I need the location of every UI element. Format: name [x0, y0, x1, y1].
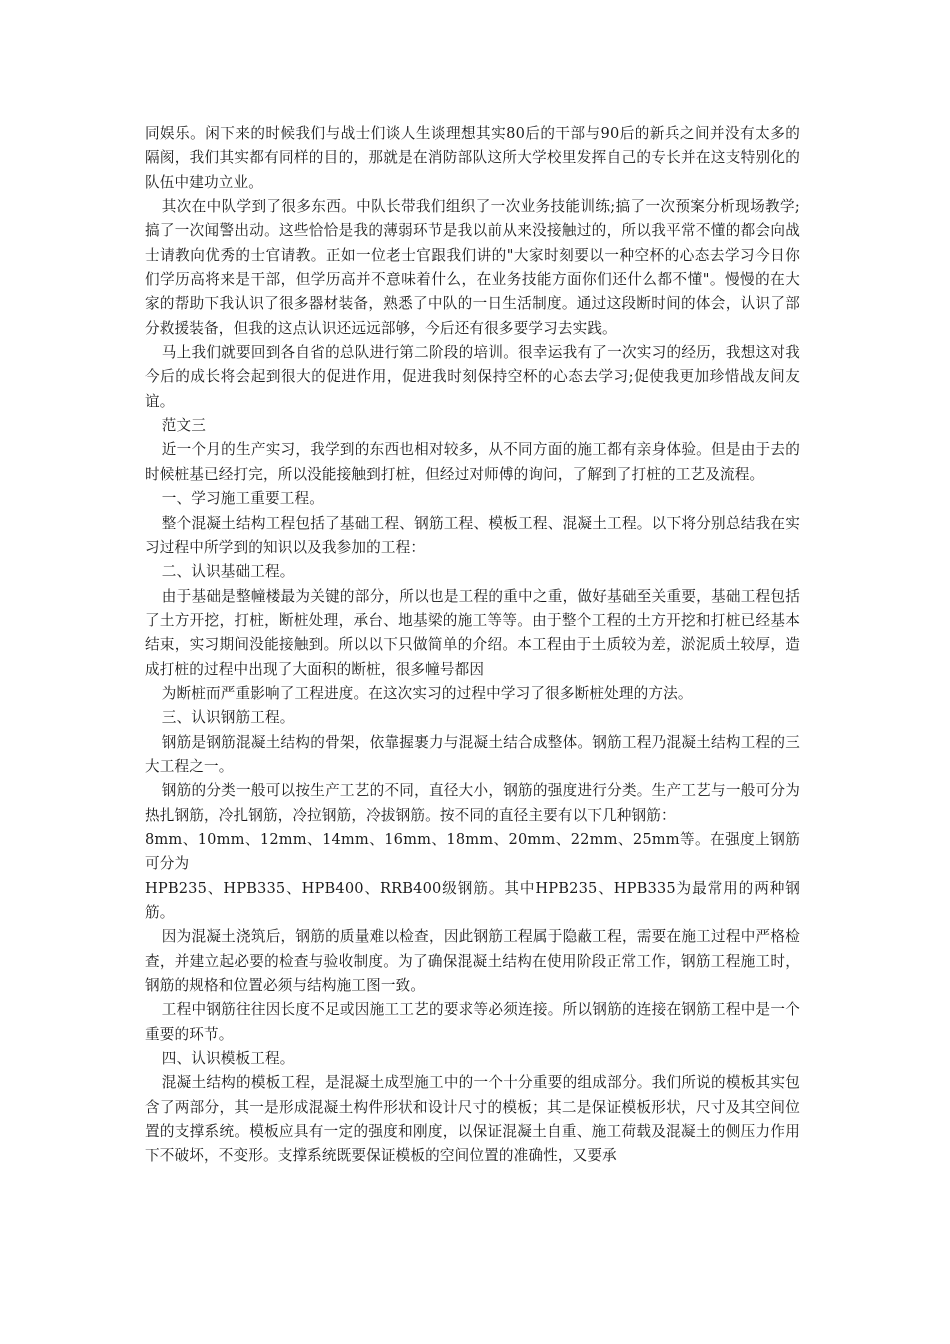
section-heading: 三、认识钢筋工程。 — [161, 709, 295, 727]
section-heading: 范文三 — [161, 417, 207, 435]
paragraph: 钢筋的分类一般可以按生产工艺的不同，直径大小，钢筋的强度进行分类。生产工艺与一般可分为热扎钢筋，冷扎钢筋，冷拉钢筋，冷拔钢筋。按不同的直径主要有以下几种钢筋： — [145, 782, 800, 824]
paragraph: 近一个月的生产实习，我学到的东西也相对较多，从不同方面的施工都有亲身体验。但是由于去的时候桩基已经打完，所以没能接触到打桩，但经过对师傅的询问，了解到了打桩的工艺及流程。 — [145, 441, 800, 483]
paragraph: 因为混凝土浇筑后，钢筋的质量难以检查，因此钢筋工程属于隐蔽工程，需要在施工过程中严格检查，并建立起必要的检查与验收制度。为了确保混凝土结构在使用阶段正常工作，钢筋工程施工时，钢筋的规格和位置必须与结构施工图一致。 — [145, 928, 800, 995]
section-heading: 一、学习施工重要工程。 — [161, 490, 324, 508]
paragraph: 混凝土结构的模板工程，是混凝土成型施工中的一个十分重要的组成部分。我们所说的模板其实包含了两部分，其一是形成混凝土构件形状和设计尺寸的模板；其二是保证模板形状，尺寸及其空间位置的支撑系统。模板应具有一定的强度和刚度，以保证混凝土自重、施工荷载及混凝土的侧压力作用下不破坏，不变形。支撑系统既要保证模板的空间位置的准确性，又要承 — [145, 1074, 800, 1165]
paragraph: HPB235、HPB335、HPB400、RRB400级钢筋。其中HPB235、HPB335为最常用的两种钢筋。 — [145, 879, 800, 921]
paragraph: 8mm、10mm、12mm、14mm、16mm、18mm、20mm、22mm、25mm等。在强度上钢筋可分为 — [145, 830, 800, 873]
document-body — [145, 122, 800, 1169]
paragraph: 由于基础是整幢楼最为关键的部分，所以也是工程的重中之重，做好基础至关重要，基础工程包括了土方开挖，打桩，断桩处理，承台、地基梁的施工等等。由于整个工程的土方开挖和打桩已经基本结束，实习期间没能接触到。所以以下只做简单的介绍。本工程由于土质较为差，淤泥质土较厚，造成打桩的过程中出现了大面积的断桩，很多幢号都因 — [145, 587, 800, 678]
paragraph: 钢筋是钢筋混凝土结构的骨架，依靠握裹力与混凝土结合成整体。钢筋工程乃混凝土结构工程的三大工程之一。 — [145, 733, 800, 775]
paragraph: 马上我们就要回到各自省的总队进行第二阶段的培训。很幸运我有了一次实习的经历，我想这对我今后的成长将会起到很大的促进作用，促进我时刻保持空杯的心态去学习;促使我更加珍惜战友间友谊。 — [145, 344, 800, 410]
paragraph: 为断桩而严重影响了工程进度。在这次实习的过程中学习了很多断桩处理的方法。 — [161, 684, 693, 702]
paragraph: 整个混凝土结构工程包括了基础工程、钢筋工程、模板工程、混凝土工程。以下将分别总结我在实习过程中所学到的知识以及我参加的工程： — [145, 514, 800, 556]
paragraph: 其次在中队学到了很多东西。中队长带我们组织了一次业务技能训练;搞了一次预案分析现场教学;搞了一次闻警出动。这些恰恰是我的薄弱环节是我以前从来没接触过的，所以我平常不懂的都会向战士请教向优秀的士官请教。正如一位老士官跟我们讲的"大家时刻要以一种空杯的心态去学习今日你们学历高将来是干部，但学历高并不意味着什么，在业务技能方面你们还什么都不懂"。慢慢的在大家的帮助下我认识了很多器材装备，熟悉了中队的一日生活制度。通过这段断时间的体会，认识了部分救援装备，但我的这点认识还远远部够，今后还有很多要学习去实践。 — [145, 198, 800, 337]
paragraph: 同娱乐。闲下来的时候我们与战士们谈人生谈理想其实80后的干部与90后的新兵之间并没有太多的隔阂，我们其实都有同样的目的，那就是在消防部队这所大学校里发挥自己的专长并在这支特别化的队伍中建功立业。 — [145, 125, 800, 191]
section-heading: 四、认识模板工程。 — [161, 1050, 295, 1068]
paragraph: 工程中钢筋往往因长度不足或因施工工艺的要求等必须连接。所以钢筋的连接在钢筋工程中是一个重要的环节。 — [145, 1001, 800, 1043]
section-heading: 二、认识基础工程。 — [161, 563, 295, 581]
